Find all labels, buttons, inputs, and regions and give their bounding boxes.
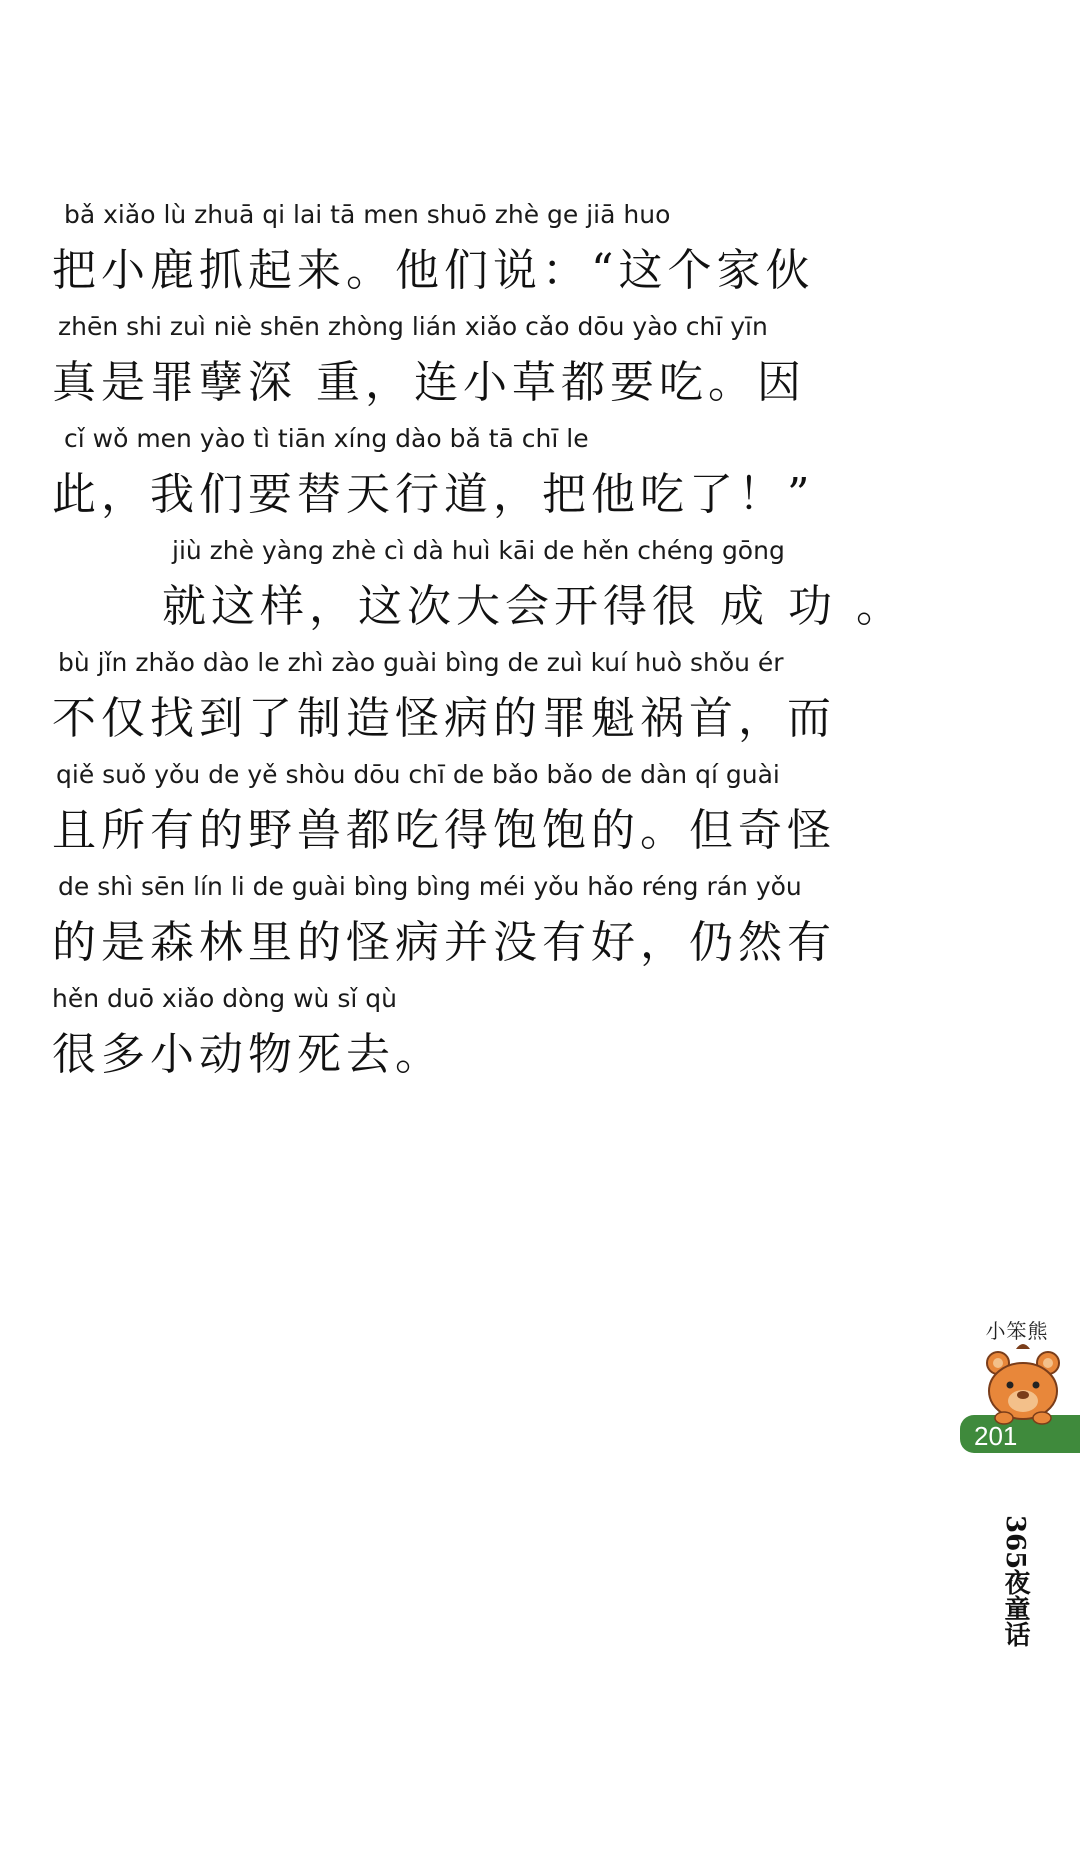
text-line-7	[0, 872, 1080, 982]
hanzi-line: 的是森林里的怪病并没有好，仍然有	[52, 917, 836, 968]
hanzi-line: 此，我们要替天行道，把他吃了！”	[52, 469, 815, 520]
hanzi-line: 把小鹿抓起来。他们说：“这个家伙	[52, 245, 815, 296]
pinyin-line: bǎ xiǎo lù zhuā qi lai tā men shuō zhè ge jiā huo	[64, 200, 671, 229]
hanzi-line: 很多小动物死去。	[52, 1029, 444, 1080]
text-line-4	[0, 536, 1080, 646]
pinyin-line: jiù zhè yàng zhè cì dà huì kāi de hěn chéng gōng	[172, 536, 785, 565]
text-line-6	[0, 760, 1080, 870]
hanzi-line: 就这样，这次大会开得很 成 功 。	[162, 581, 905, 632]
hanzi-line: 且所有的野兽都吃得饱饱的。但奇怪	[52, 805, 836, 856]
text-line-8	[0, 984, 1080, 1094]
pinyin-line: hěn duō xiǎo dòng wù sǐ qù	[52, 984, 397, 1013]
pinyin-line: zhēn shi zuì niè shēn zhòng lián xiǎo cǎo dōu yào chī yīn	[58, 312, 768, 341]
hanzi-line: 不仅找到了制造怪病的罪魁祸首，而	[52, 693, 836, 744]
hanzi-line: 真是罪孽深 重，连小草都要吃。因	[52, 357, 806, 408]
pinyin-line: qiě suǒ yǒu de yě shòu dōu chī de bǎo bǎo de dàn qí guài	[56, 760, 780, 789]
pinyin-line: bù jǐn zhǎo dào le zhì zào guài bìng de zuì kuí huò shǒu ér	[58, 648, 784, 677]
text-line-2	[0, 312, 1080, 422]
book-title: 365夜童话	[1000, 1515, 1030, 1648]
text-line-5	[0, 648, 1080, 758]
pinyin-line: de shì sēn lín li de guài bìng bìng méi yǒu hǎo réng rán yǒu	[58, 872, 802, 901]
page-number: 201	[974, 1421, 1018, 1451]
page-badge	[960, 1315, 1080, 1455]
pinyin-line: cǐ wǒ men yào tì tiān xíng dào bǎ tā chī le	[64, 424, 589, 453]
text-line-3	[0, 424, 1080, 534]
text-line-1	[0, 200, 1080, 310]
badge-title: 小笨熊	[985, 1319, 1049, 1343]
